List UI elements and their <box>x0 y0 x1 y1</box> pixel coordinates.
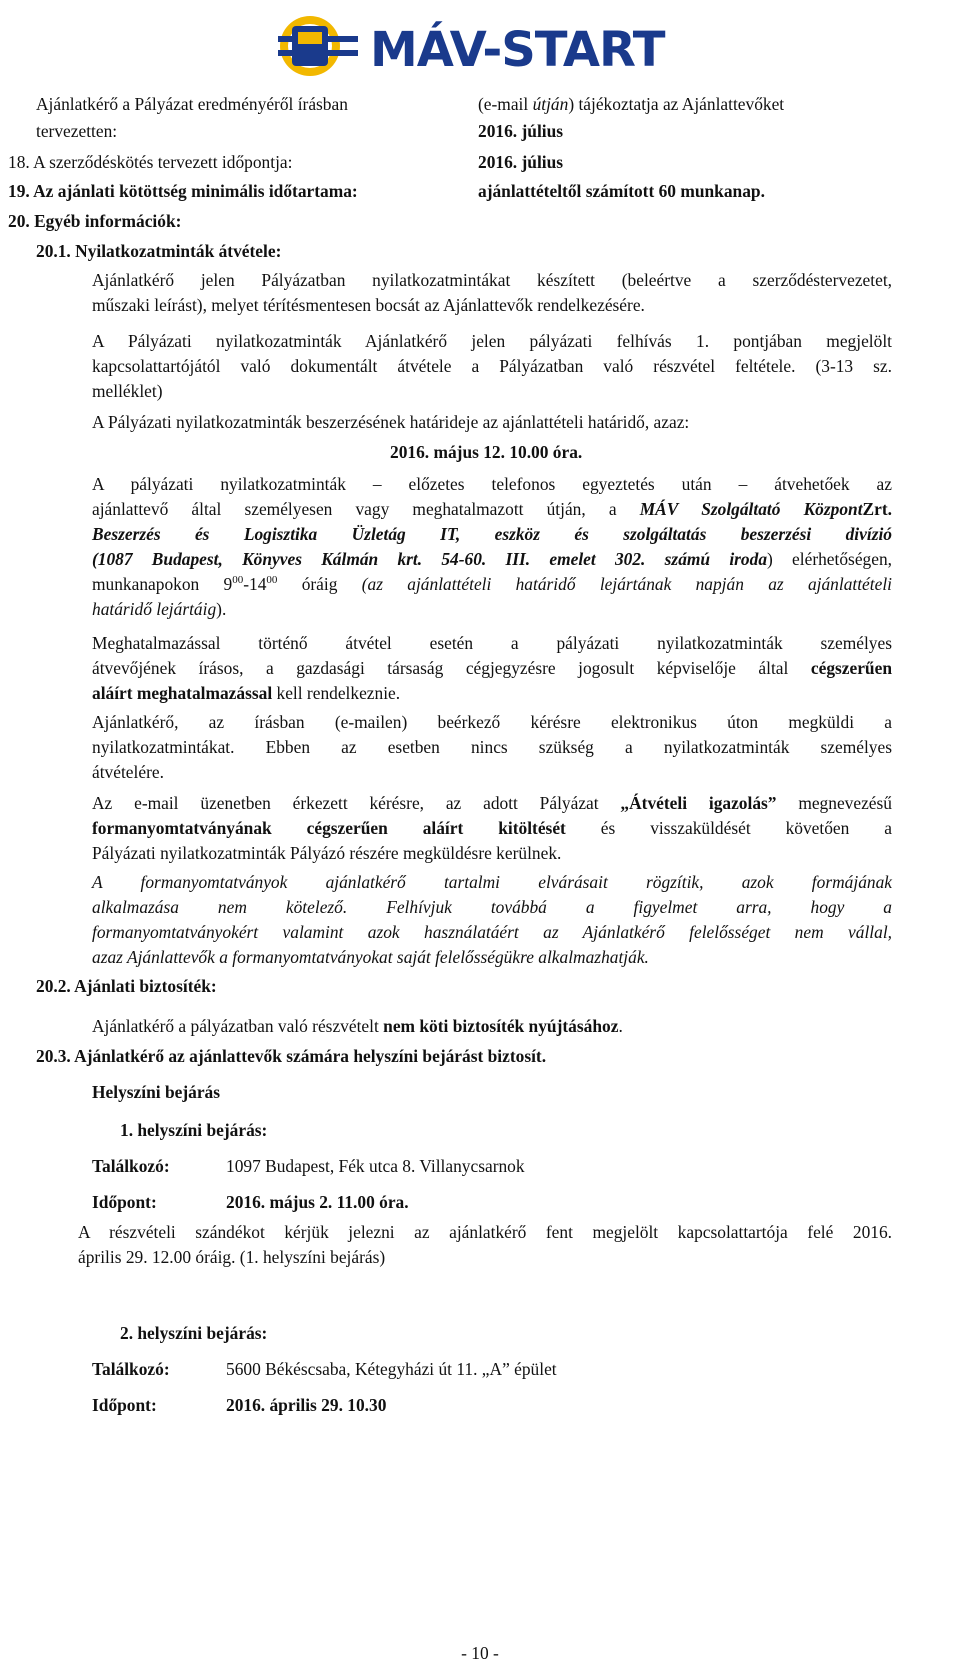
item-20-label: 20. Egyéb információk: <box>8 211 182 231</box>
intro-left: Ajánlatkérő a Pályázat eredményéről írásban <box>36 94 348 114</box>
site-visit-subheading: Helyszíni bejárás <box>92 1082 221 1102</box>
item-19-value: ajánlattételtől számított 60 munkanap. <box>478 181 765 201</box>
paragraph-forms-note: A formanyomtatványok ajánlatkérő tartalmi elvárásait rögzítik, azok formájának alkalmazása nem kötelező. Felhívjuk továbbá a figyelmet arra, hogy a formanyomtatványokért valamint azok használatáért az Ajánlatkérő felelősséget nem vállal, azaz Ajánlattevők a formanyomtatványokat saját felelősségükre alkalmazhatják. <box>92 872 892 967</box>
deadline-intro: A Pályázati nyilatkozatminták beszerzésének határideje az ajánlattételi határidő, azaz: <box>92 412 690 432</box>
visit-1-time-value: 2016. május 2. 11.00 óra. <box>226 1192 409 1212</box>
item-18-label: 18. A szerződéskötés tervezett időpontja: <box>8 152 293 172</box>
visit-1-title: 1. helyszíni bejárás: <box>120 1120 268 1140</box>
item-19-label: 19. Az ajánlati kötöttség minimális időtartama: <box>8 181 358 201</box>
visit-2-meet-label: Találkozó: <box>92 1359 170 1379</box>
visit-1-meet-value: 1097 Budapest, Fék utca 8. Villanycsarnok <box>226 1156 525 1176</box>
paragraph-2: A Pályázati nyilatkozatminták Ajánlatkérő jelen pályázati felhívás 1. pontjában megjelölt <box>92 331 892 351</box>
section-20-1-heading: 20.1. Nyilatkozatminták átvétele: <box>36 241 282 261</box>
visit-2-title: 2. helyszíni bejárás: <box>120 1323 268 1343</box>
visit-1-note: A részvételi szándékot kérjük jelezni az ajánlatkérő fent megjelölt kapcsolattartója felé 2016. április 29. 12.00 óráig. (1. helyszíni bejárás) <box>78 1222 892 1267</box>
mav-start-logo <box>278 14 678 78</box>
paragraph-email: Ajánlatkérő, az írásban (e-mailen) beérkező kérésre elektronikus úton megküldi a nyilatkozatmintákat. Ebben az esetben nincs szükség a nyilatkozatminták személyes átvételére. <box>92 712 892 782</box>
intro-right: (e-mail útján) tájékoztatja az Ajánlattevőket <box>478 94 785 114</box>
paragraph-1: Ajánlatkérő jelen Pályázatban nyilatkozatmintákat készített (beleértve a szerződéstervezetet, műszaki leírást), melyet térítésmentesen bocsát az Ajánlattevők rendelkezésére. <box>92 270 892 315</box>
visit-1-time-label: Időpont: <box>92 1192 157 1212</box>
page-number: - 10 - <box>461 1643 499 1663</box>
visit-1-meet-label: Találkozó: <box>92 1156 170 1176</box>
visit-2-time-value: 2016. április 29. 10.30 <box>226 1395 387 1415</box>
item-18-value: 2016. július <box>478 152 564 172</box>
svg-text:MÁV-START: MÁV-START <box>370 22 665 78</box>
section-20-3-heading: 20.3. Ajánlatkérő az ajánlattevők számára helyszíni bejárást biztosít. <box>36 1046 547 1066</box>
visit-2-time-label: Időpont: <box>92 1395 157 1415</box>
deadline-value: 2016. május 12. 10.00 óra. <box>390 442 583 462</box>
result-date: 2016. július <box>478 121 564 141</box>
paragraph-proxy: Meghatalmazással történő átvétel esetén a pályázati nyilatkozatminták személyes átvevőjének írásos, a gazdasági társaság cégjegyzésre jogosult képviselője által cégszerűen aláírt meghatalmazással kell rendelkeznie. <box>92 633 892 703</box>
paragraph-pickup: A pályázati nyilatkozatminták – előzetes telefonos egyeztetés után – átvehetőek az ajánlattevő által személyesen vagy meghatalmazott útján, a MÁV Szolgáltató KözpontZrt. Beszerzés és Logisztika Üzletág IT, eszköz és szolgáltatás beszerzési divízió (1087 Budapest, Könyves Kálmán krt. 54-60. III. emelet 302. számú iroda) elérhetőségen, munkanapokon $9^{00}-14^{00}$ óráig (az ajánlattételi határidő lejártának napján az ajánlattételi határidő lejártáig). <box>92 474 892 619</box>
paragraph-confirmation: Az e-mail üzenetben érkezett kérésre, az adott Pályázat „Átvételi igazolás” megnevezésű formanyomtatványának cégszerűen aláírt kitöltését és visszaküldését követően a Pályázati nyilatkozatminták Pályázó részére megküldésre kerülnek. <box>92 793 892 863</box>
visit-2-meet-value: 5600 Békéscsaba, Kétegyházi út 11. „A” épület <box>226 1359 557 1379</box>
intro-left-2: tervezetten: <box>36 121 118 141</box>
guarantee-text: Ajánlatkérő a pályázatban való részvételt nem köti biztosíték nyújtásához. <box>92 1016 623 1036</box>
document-page: MÁV-START Ajánlatkérő a Pályázat eredményéről írásban (e-mail útján) tájékoztatja az Ajánlattevőket tervezetten: 2016. július 18. A szerződéskötés tervezett időpontja: 2016. július 19. Az ajánlati kötöttség minimális időtartama: ajánlattételtől számított 60 munkanap. 20. Egyéb információk: 20.1. Nyilatkozatminták átvétele: Ajánlatkérő jelen Pályázatban nyilatkozatmintákat készített (beleértve a szerződéstervezetet, műszaki leírást), melyet térítésmentesen bocsát az Ajánlattevők rendelkezésére. A Pályázati nyilatkozatminták Ajánlatkérő jelen pályázati felhívás 1. pontjában megjelölt kapcsolattartójától való dokumentált átvétele a Pályázatban való részvétel feltétele. (3-13 sz. melléklet) A Pályázati nyilatkozatminták beszerzésének határideje az ajánlattételi határidő, azaz: 2016. május 12. 10.00 óra. A pályázati nyilatkozatminták – előzetes telefonos egyeztetés után – átvehetőek az ajánlattevő által személyesen vagy meghatalmazott útján, a MÁV Szolgáltató KözpontZrt. Beszerzés és Logisztika Üzletág IT, eszköz és szolgáltatás beszerzési divízió (1087 Budapest, Könyves Kálmán krt. 54-60. III. emelet 302. számú iroda) elérhetőségen, munkanapokon $9^{00}-14^{00}$ óráig (az ajánlattételi határidő lejártának napján az ajánlattételi határidő lejártáig). Meghatalmazással történő átvétel esetén a pályázati nyilatkozatminták személyes átvevőjének írásos, a gazdasági társaság cégjegyzésre jogosult képviselője által cégszerűen aláírt meghatalmazással kell rendelkeznie. Ajánlatkérő, az írásban (e-mailen) beérkező kérésre elektronikus úton megküldi a nyilatkozatmintákat. Ebben az esetben nincs szükség a nyilatkozatminták személyes átvételére. Az e-mail üzenetben érkezett kérésre, az adott Pályázat „Átvételi igazolás” megnevezésű formanyomtatványának cégszerűen aláírt kitöltését és visszaküldését követően a Pályázati nyilatkozatminták Pályázó részére megküldésre kerülnek. A formanyomtatványok ajánlatkérő tartalmi elvárásait rögzítik, azok formájának alkalmazása nem kötelező. Felhívjuk továbbá a figyelmet arra, hogy a formanyomtatványokért valamint azok használatáért az Ajánlatkérő felelősséget nem vállal, azaz Ajánlattevők a formanyomtatványokat saját felelősségükre alkalmazhatják. 20.2. Ajánlati biztosíték: Ajánlatkérő a pályázatban való részvételt nem köti biztosíték nyújtásához. 20.3. Ajánlatkérő az ajánlattevők számára helyszíni bejárást biztosít. Helyszíni bejárás 1. helyszíni bejárás: Találkozó: 1097 Budapest, Fék utca 8. Villanycsarnok Időpont: 2016. május 2. 11.00 óra. A részvételi szándékot kérjük jelezni az ajánlatkérő fent megjelölt kapcsolattartója felé 2016. április 29. 12.00 óráig. (1. helyszíni bejárás) 2. helyszíni bejárás: Találkozó: 5600 Békéscsaba, Kétegyházi út 11. „A” épület Időpont: 2016. április 29. 10.30 - 10 - <box>0 0 960 1673</box>
section-20-2-heading: 20.2. Ajánlati biztosíték: <box>36 976 217 996</box>
